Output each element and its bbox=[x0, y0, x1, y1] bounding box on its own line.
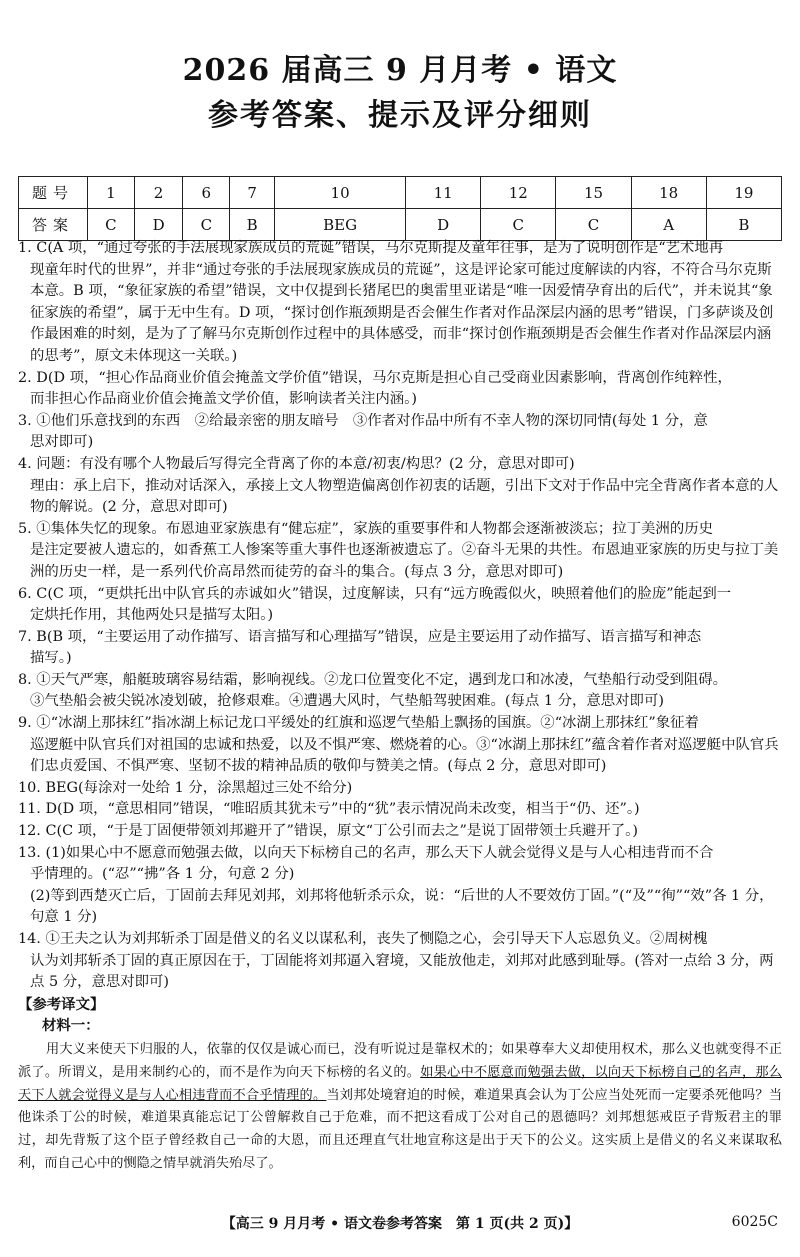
answer-item-first-line: 5. ①集体失忆的现象。布恩迪亚家族患有“健忘症”，家族的重要事件和人物都会逐渐被淡忘；拉丁美洲的历史 bbox=[18, 520, 713, 537]
answer-item-continuation: 描写。) bbox=[30, 650, 72, 667]
answer-cell: C bbox=[556, 209, 631, 241]
answer-item-first-line: 9. ①“冰湖上那抹红”指冰湖上标记龙口平缓处的红旗和巡逻气垫船上飘扬的国旗。②“冰湖上那抹红”象征着 bbox=[18, 715, 699, 732]
answer-item-continuation: 思对即可) bbox=[30, 434, 94, 451]
page-footer: 【高三 9 月月考 • 语文卷参考答案 第 1 页(共 2 页)】 bbox=[221, 1216, 579, 1232]
answer-item-9 bbox=[18, 713, 782, 778]
answer-item-first-line: 13. (1)如果心中不愿意而勉强去做，以向天下标榜自己的名声，那么天下人就会觉得义是与人心相违背而不合 bbox=[18, 844, 714, 861]
answer-item-continuation: 认为刘邦斩杀丁固的真正原因在于，丁固能将刘邦逼入窘境，又能放他走，刘邦对此感到耻辱。(答对一点给 3 分，两点 5 分，意思对即可) bbox=[30, 952, 774, 991]
answer-item-continuation: 现童年时代的世界”，并非“通过夸张的手法展现家族成员的荒诞”，这是评论家可能过度解读的内容，不符合马尔克斯本意。B 项，“象征家族的希望”错误，文中仅提到长猪尾巴的奥雷里亚诺是“唯一因爱情孕育出的后代”，并未说其“象征家族的希望”，属于无中生有。D 项，“探讨创作瓶颈期是否会催生作者对作品深层内涵的思考”错误，门多萨谈及创作最困难的时刻，是为了了解马尔克斯创作过程中的具体感受，而非“探讨创作瓶颈期是否会催生作者对作品深层内涵的思考”，原文未体现这一关联。) bbox=[30, 261, 774, 364]
question-number-cell: 7 bbox=[230, 177, 275, 209]
answer-item-first-line: 2. D(D 项，“担心作品商业价值会掩盖文学价值”错误，马尔克斯是担心自己受商业因素影响，背离创作纯粹性， bbox=[18, 369, 732, 386]
page-subtitle: 参考答案、提示及评分细则 bbox=[208, 98, 592, 133]
answer-item-3 bbox=[18, 411, 782, 454]
answer-item-continuation: 是注定要被人遗忘的，如香蕉工人惨案等重大事件也逐渐被遗忘了。②奋斗无果的共性。布恩迪亚家族的历史与拉丁美洲的历史一样，是一系列代价高昂然而徒劳的奋斗的集合。(每点 3 分，意思对即可) bbox=[30, 542, 779, 580]
question-number-cell: 18 bbox=[631, 177, 706, 209]
answer-cell: B bbox=[706, 209, 781, 241]
answer-item-first-line: 11. D(D 项，“意思相同”错误，“唯昭质其犹未亏”中的“犹”表示情况尚未改变，相当于“仍、还”。) bbox=[18, 801, 640, 818]
answer-item-11 bbox=[18, 799, 782, 821]
answer-item-8 bbox=[18, 670, 782, 713]
translation-underlined-text: 如果心中不愿意而勉强去做，以向天下标榜自己的名声，那么天下人就会觉得义是与人心相违背而不合乎情理的。 bbox=[18, 1064, 782, 1103]
question-number-cell: 12 bbox=[481, 177, 556, 209]
answer-item-first-line: 1. C(A 项，“通过夸张的手法展现家族成员的荒诞”错误，马尔克斯提及童年往事，是为了说明创作是“艺术地再 bbox=[18, 240, 724, 256]
question-number-row bbox=[19, 177, 782, 209]
answer-item-4 bbox=[18, 454, 782, 519]
answer-cell: C bbox=[88, 209, 135, 241]
answer-item-continuation: 而非担心作品商业价值会掩盖文学价值，影响读者关注内涵。) bbox=[30, 391, 417, 408]
answer-row bbox=[19, 209, 782, 241]
answer-cell: D bbox=[406, 209, 481, 241]
answer-cell: BEG bbox=[275, 209, 406, 241]
answer-item-1 bbox=[18, 238, 782, 368]
translation-text-after: 当刘邦处境窘迫的时候，难道果真会认为丁公应当处死而一定要杀死他吗？当他诛杀丁公的时候，难道果真能忘记丁公曾解救自己于危难，而不把这看成丁公对自己的恩德吗？刘邦想惩戒臣子背叛君主的罪过，却先背叛了这个臣子曾经救自己一命的大恩，而且还理直气壮地宣称这是出于天下的公义。这实质上是借义的名义来谋取私利，而自己心中的恻隐之情早就消失殆尽了。 bbox=[18, 1087, 783, 1171]
question-number-cell: 19 bbox=[706, 177, 781, 209]
answer-item-first-line: 4. 问题：有没有哪个人物最后写得完全背离了你的本意/初衷/构思？(2 分，意思对即可) bbox=[18, 455, 575, 472]
answer-item-2 bbox=[18, 368, 782, 411]
answer-item-continuation: 乎情理的。(“忍”“拂”各 1 分，句意 2 分) (2)等到西楚灭亡后，丁固前去拜见刘邦，刘邦将他斩杀示众，说：“后世的人不要效仿丁固。”(“及”“徇”“效”各 1 分，句意 1 分) bbox=[30, 866, 774, 926]
answer-item-7 bbox=[18, 627, 782, 670]
question-number-cell: 1 bbox=[88, 177, 135, 209]
answer-explanations bbox=[18, 238, 782, 1176]
answer-item-5 bbox=[18, 519, 782, 584]
answer-item-13 bbox=[18, 843, 782, 929]
answer-cell: A bbox=[631, 209, 706, 241]
question-number-cell: 6 bbox=[183, 177, 230, 209]
answer-item-12 bbox=[18, 821, 782, 843]
question-number-cell: 2 bbox=[134, 177, 183, 209]
answer-item-continuation: ③气垫船会被尖锐冰凌划破，抢修艰难。④遭遇大风时，气垫船驾驶困难。(每点 1 分，意思对即可) bbox=[30, 693, 664, 710]
answer-item-first-line: 3. ①他们乐意找到的东西 ②给最亲密的朋友暗号 ③作者对作品中所有不幸人物的深切同情(每处 1 分，意 bbox=[18, 412, 708, 429]
answer-item-continuation: 巡逻艇中队官兵们对祖国的忠诚和热爱，以及不惧严寒、燃烧着的心。③“冰湖上那抹红”蕴含着作者对巡逻艇中队官兵们忠贞爱国、不惧严寒、坚韧不拔的精神品质的敬仰与赞美之情。(每点 2 分，意思对即可) bbox=[30, 736, 779, 775]
row-label-answer: 答案 bbox=[19, 209, 88, 241]
row-label-number: 题号 bbox=[19, 177, 88, 209]
material-label: 材料一： bbox=[42, 1017, 100, 1035]
question-number-cell: 11 bbox=[406, 177, 481, 209]
answer-cell: C bbox=[481, 209, 556, 241]
answer-item-14 bbox=[18, 929, 782, 994]
paper-code: 6025C bbox=[731, 1214, 778, 1230]
answer-item-continuation: 定烘托作用，其他两处只是描写太阳。) bbox=[30, 607, 274, 624]
answer-cell: C bbox=[183, 209, 230, 241]
answer-item-continuation: 理由：承上启下，推动对话深入，承接上文人物塑造偏离创作初衷的话题，引出下文对于作品中完全背离作者本意的人物的解说。(2 分，意思对即可) bbox=[30, 477, 779, 516]
translation-paragraph bbox=[18, 1039, 782, 1176]
answer-item-first-line: 6. C(C 项，“更烘托出中队官兵的赤诚如火”错误，过度解读，只有“远方晚霞似火，映照着他们的脸庞”能起到一 bbox=[18, 585, 732, 602]
page-title: 2026 届高三 9 月月考 • 语文 bbox=[182, 53, 618, 88]
answer-cell: D bbox=[134, 209, 183, 241]
answer-item-first-line: 14. ①王夫之认为刘邦斩杀丁固是借义的名义以谋私利，丧失了恻隐之心，会引导天下人忘恩负义。②周树槐 bbox=[18, 931, 708, 947]
answer-item-10 bbox=[18, 778, 782, 800]
translation-heading: 【参考译文】 bbox=[18, 995, 105, 1013]
answer-item-first-line: 10. BEG(每涂对一处给 1 分，涂黑超过三处不给分) bbox=[18, 779, 353, 796]
answer-item-first-line: 7. B(B 项，“主要运用了动作描写、语言描写和心理描写”错误，应是主要运用了动作描写、语言描写和神态 bbox=[18, 628, 702, 645]
answer-item-6 bbox=[18, 584, 782, 627]
question-number-cell: 15 bbox=[556, 177, 631, 209]
translation-text-before: 用大义来使天下归服的人，依靠的仅仅是诚心而已，没有听说过是靠权术的；如果尊奉大义却使用权术，那么义也就变得不正派了。所谓义，是用来制约心的，而不是作为向天下标榜的名义的。 bbox=[18, 1041, 782, 1080]
answer-table bbox=[18, 176, 782, 241]
answer-item-first-line: 8. ①天气严寒，船艇玻璃容易结霜，影响视线。②龙口位置变化不定，遇到龙口和冰凌，气垫船行动受到阻碍。 bbox=[18, 671, 728, 688]
answer-item-first-line: 12. C(C 项，“于是丁固便带领刘邦避开了”错误，原文“丁公引而去之”是说丁固带领士兵避开了。) bbox=[18, 823, 638, 840]
question-number-cell: 10 bbox=[275, 177, 406, 209]
answer-cell: B bbox=[230, 209, 275, 241]
